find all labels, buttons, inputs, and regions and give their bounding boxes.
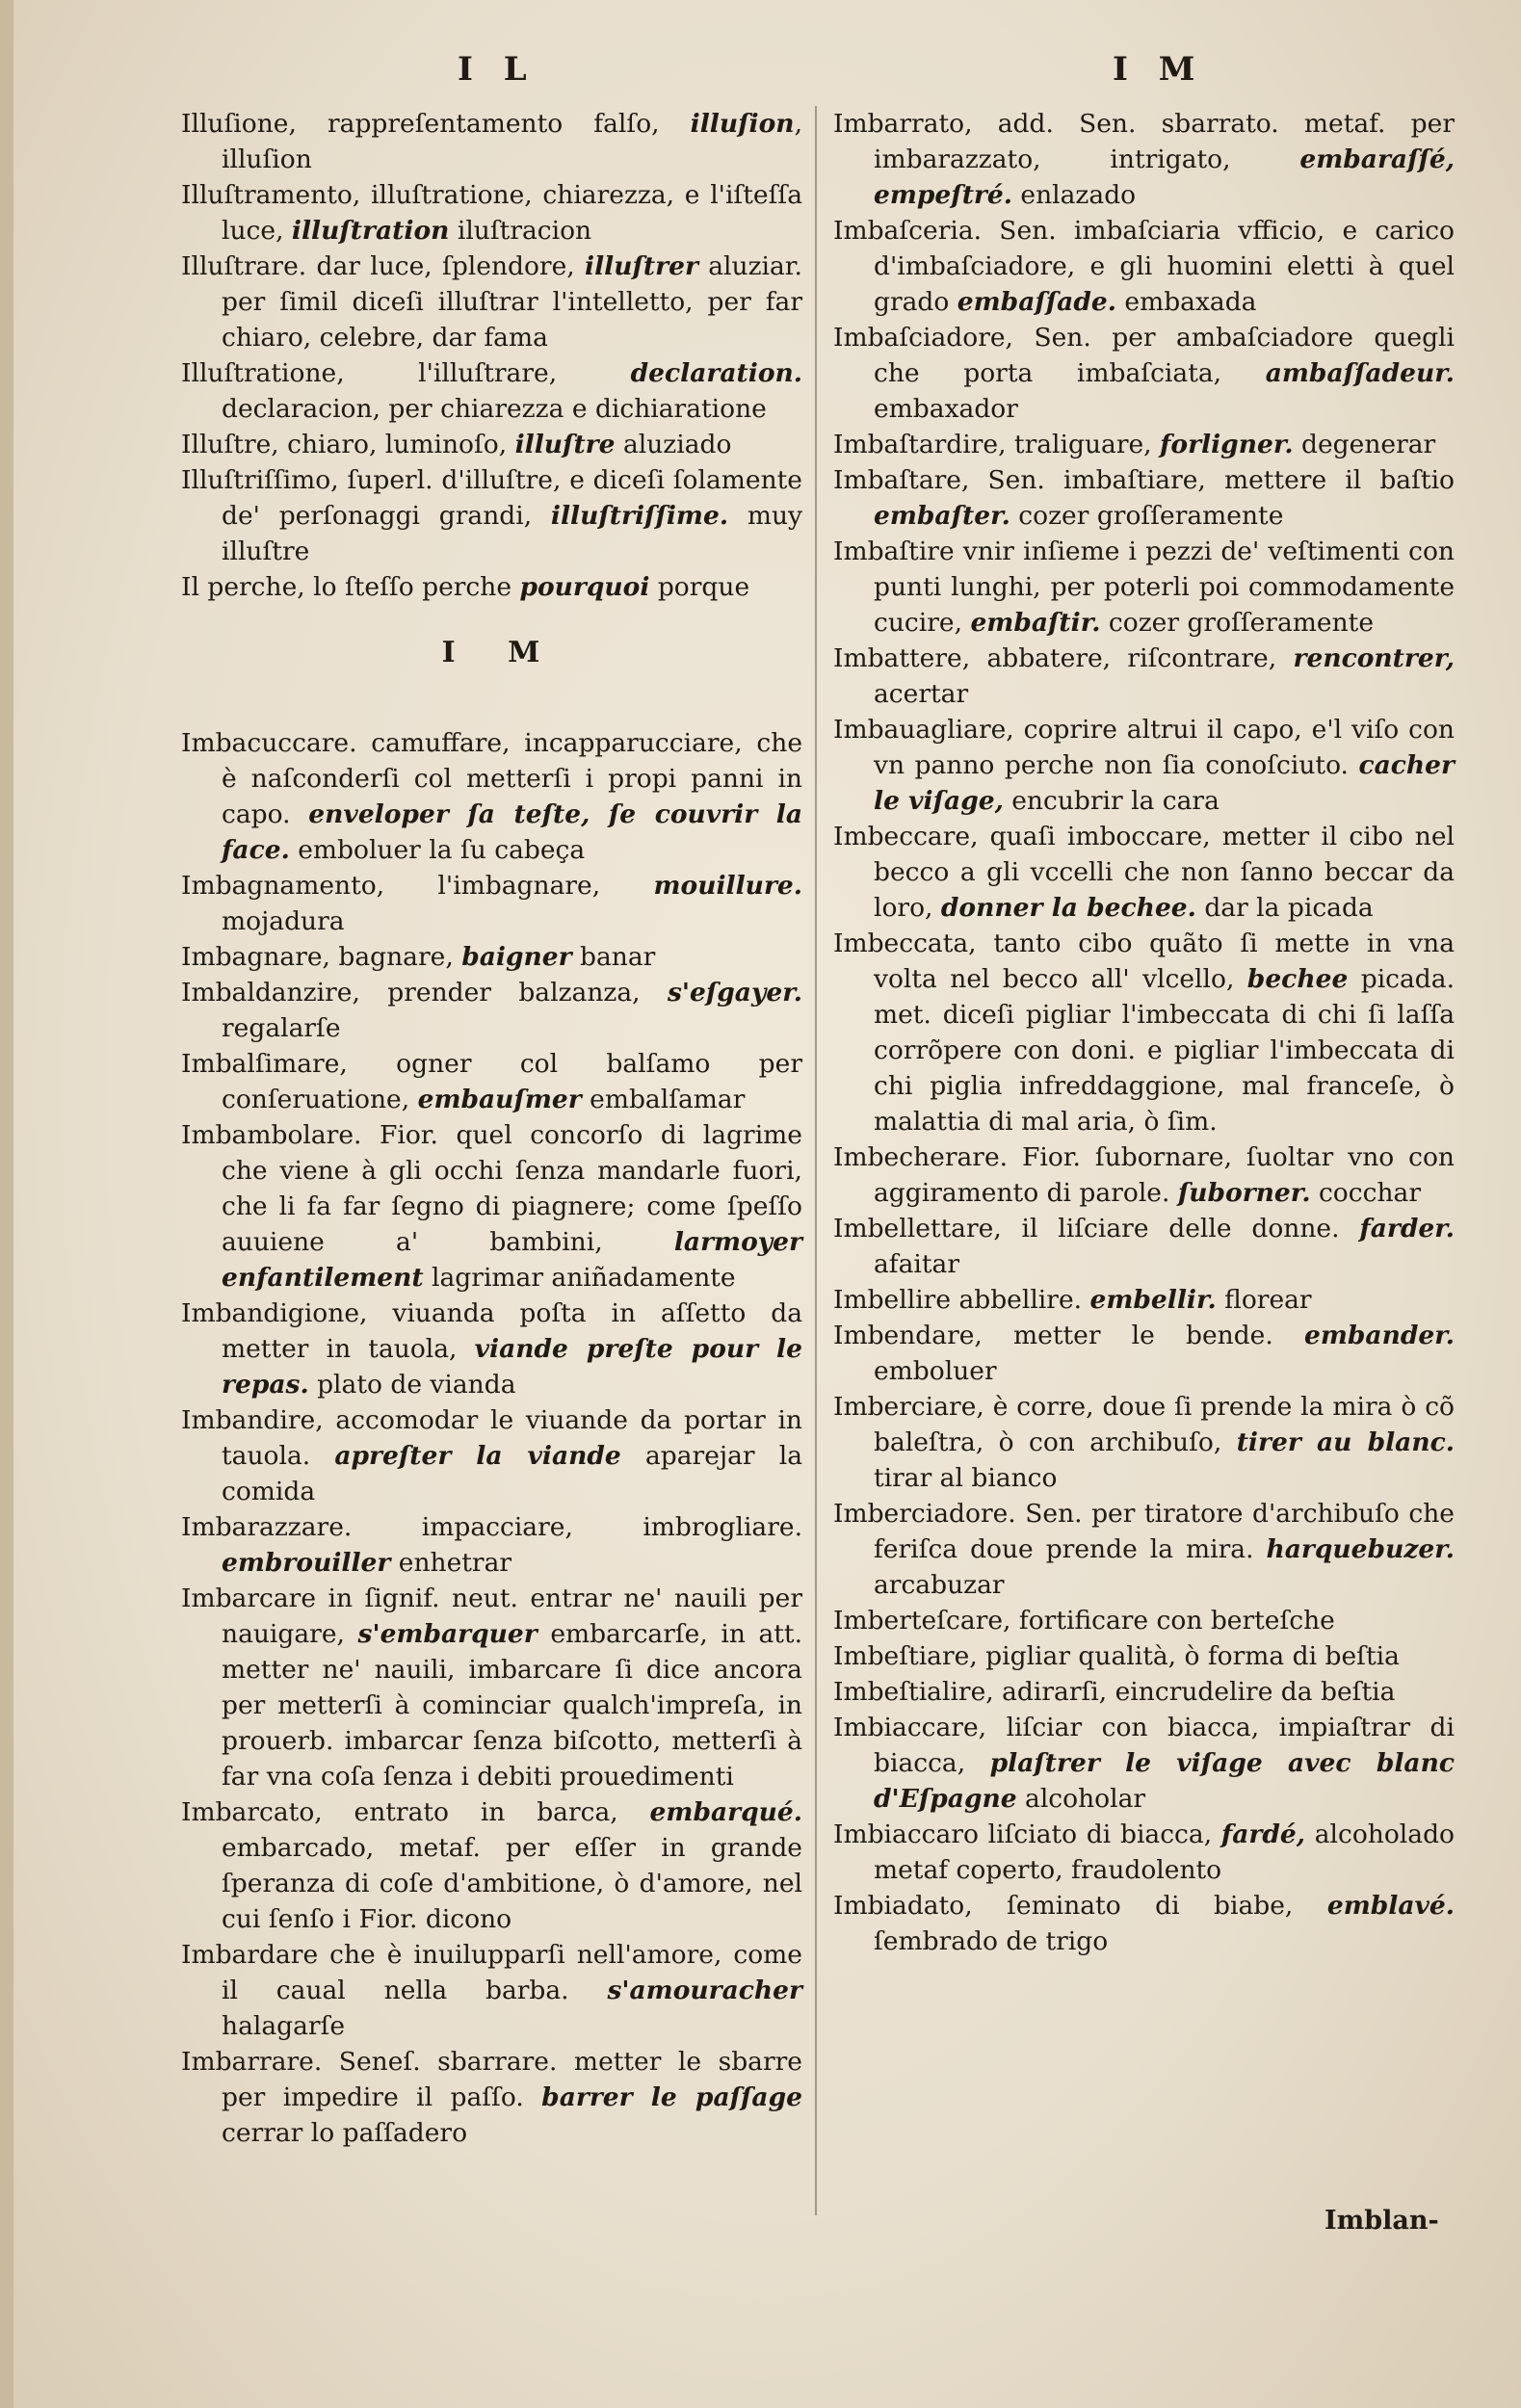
dictionary-entry (181, 1117, 802, 1296)
entry-text: Imbarcato, entrato in barca, (181, 1797, 650, 1827)
entry-text: afaitar (874, 1249, 959, 1279)
french-spanish-gloss: embarqué. (649, 1797, 802, 1827)
french-spanish-gloss: harquebuzer. (1266, 1534, 1455, 1564)
dictionary-entry (833, 712, 1455, 819)
french-spanish-gloss: embaraſſé, empeſtré. (874, 144, 1455, 210)
dictionary-entry (181, 2044, 802, 2151)
entry-text: lagrimar aniñadamente (423, 1263, 736, 1293)
dictionary-entry (181, 1794, 802, 1937)
french-spanish-gloss: farder. (1359, 1214, 1455, 1243)
entry-text: regalarſe (222, 1013, 341, 1043)
dictionary-entry (833, 1496, 1455, 1603)
dictionary-entry (833, 1603, 1455, 1638)
dictionary-entry (181, 725, 802, 868)
entry-text: embarcado, metaf. per eſſer in grande ſperanza di coſe d'ambitione, ò d'amore, nel cui ſenſo i Fior. dicono (222, 1833, 802, 1934)
french-spanish-gloss: ſuborner. (1177, 1178, 1311, 1208)
entry-text: banar (571, 942, 656, 972)
french-spanish-gloss: tirer au blanc. (1236, 1427, 1455, 1457)
french-spanish-gloss: cacher le viſage, (874, 750, 1455, 816)
dictionary-entry (833, 926, 1455, 1139)
entry-text: encubrir la cara (1003, 786, 1219, 816)
entry-text: Imbandigione, viuanda poſta in aſſetto da metter in tauola, (181, 1298, 802, 1364)
entry-text: Imbiaccaro liſciato di biacca, (833, 1819, 1221, 1849)
entry-text: enlazado (1011, 180, 1137, 210)
entry-text: iluſtracion (449, 216, 592, 246)
entry-text: acertar (874, 679, 969, 709)
entry-text: florear (1216, 1285, 1312, 1315)
dictionary-entry (181, 1046, 802, 1117)
dictionary-entry (181, 1509, 802, 1581)
entry-text: Imbeſtialire, adirarſi, eincrudelire da beſtia (833, 1677, 1396, 1707)
dictionary-entry (181, 427, 802, 462)
entry-text: mojadura (222, 906, 345, 936)
dictionary-entry (833, 1638, 1455, 1674)
entry-text: cerrar lo paſſadero (222, 2118, 468, 2148)
entry-text: muy illuſtre (222, 501, 802, 566)
french-spanish-gloss: larmoyer enfantilement (222, 1227, 802, 1293)
french-spanish-gloss: illuſtration (291, 216, 450, 246)
french-spanish-gloss: forligner. (1160, 430, 1294, 459)
french-spanish-gloss: apreſter la viande (334, 1441, 621, 1471)
dictionary-entry (181, 355, 802, 427)
dictionary-entry (181, 939, 802, 975)
entry-text: Illuſtramento, illuſtratione, chiarezza, e l'iſteſſa luce, (181, 180, 802, 246)
french-spanish-gloss: embauſmer (417, 1085, 582, 1114)
entry-text: Illuſtriſſimo, ſuperl. d'illuſtre, e diceſi ſolamente de' perſonaggi grandi, (181, 465, 802, 531)
entry-text: porque (649, 572, 750, 602)
dictionary-entry (833, 462, 1455, 534)
entry-text: emboluer la ſu cabeça (289, 835, 586, 865)
column-divider (815, 106, 817, 2215)
french-spanish-gloss: embaſſade. (957, 287, 1116, 317)
entry-text: Imbiaccare, liſciar con biacca, impiaſtrar di biacca, (833, 1713, 1455, 1778)
entry-text: Imbandire, accomodar le viuande da portar in tauola. (181, 1405, 802, 1471)
entry-text: Imbagnamento, l'imbagnare, (181, 871, 654, 901)
french-spanish-gloss: embander. (1303, 1321, 1455, 1350)
entry-text: ſembrado de trigo (874, 1926, 1109, 1956)
entry-text: plato de vianda (308, 1370, 516, 1400)
dictionary-entry (833, 534, 1455, 641)
dictionary-entry (833, 1888, 1455, 1959)
french-spanish-gloss: embellir. (1089, 1285, 1217, 1315)
french-spanish-gloss: ambaſſadeur. (1265, 358, 1455, 388)
dictionary-entry (181, 249, 802, 355)
french-spanish-gloss: illuſtrer (585, 251, 698, 281)
entry-text: Imbaſtare, Sen. imbaſtiare, mettere il baſtio (833, 465, 1455, 495)
entry-text: Imbardare che è inuilupparſi nell'amore, come il caual nella barba. (181, 1940, 802, 2005)
dictionary-entry (833, 320, 1455, 427)
entry-text: , illuſion (222, 109, 802, 174)
entry-text: Imbattere, abbatere, riſcontrare, (833, 643, 1294, 673)
dictionary-entry (833, 1318, 1455, 1389)
entry-text: Imbarrare. Seneſ. sbarrare. metter le sbarre per impedire il paſſo. (181, 2047, 802, 2112)
dictionary-entry (181, 975, 802, 1046)
entry-text: degenerar (1293, 430, 1436, 459)
left-column (181, 106, 802, 2151)
french-spanish-gloss: s'amouracher (607, 1976, 802, 2005)
french-spanish-gloss: pourquoi (519, 572, 650, 602)
entry-text: emboluer (874, 1356, 997, 1386)
dictionary-entry (833, 213, 1455, 320)
right-column (833, 106, 1455, 1959)
entry-text: dar la picada (1195, 893, 1374, 923)
entry-text: Imberciare, è corre, doue ſi prende la mira ò cõ baleſtra, ò con archibuſo, (833, 1392, 1455, 1457)
dictionary-entry (181, 177, 802, 249)
page-edge-left (0, 0, 13, 2408)
dictionary-entry (833, 1211, 1455, 1282)
dictionary-entry (833, 1817, 1455, 1888)
entry-text: Imbaſceria. Sen. imbaſciaria vfficio, e carico d'imbaſciadore, e gli huomini eletti à quel grado (833, 216, 1455, 317)
entry-text: Imbarazzare. impacciare, imbrogliare. (181, 1512, 802, 1542)
dictionary-entry (833, 1674, 1455, 1710)
dictionary-entry (181, 1402, 802, 1509)
french-spanish-gloss: rencontrer, (1293, 643, 1455, 673)
entry-text: Imbalſimare, ogner col balſamo per conſeruatione, (181, 1049, 802, 1114)
entry-text: alcoholar (1016, 1784, 1146, 1814)
french-spanish-gloss: plaſtrer le viſage avec blanc d'Eſpagne (874, 1748, 1455, 1814)
dictionary-entry (181, 1937, 802, 2044)
entry-text: declaracion, per chiarezza e dichiaratione (222, 394, 767, 424)
french-spanish-gloss: baigner (461, 942, 572, 972)
entry-text: Imbiadato, ſeminato di biabe, (833, 1891, 1327, 1921)
dictionary-entry (833, 1139, 1455, 1211)
left-top-entries (181, 106, 802, 605)
entry-text: Illuſione, rappreſentamento falſo, (181, 109, 691, 139)
entry-text: Imbaſtardire, traliguare, (833, 430, 1161, 459)
dictionary-entry (833, 106, 1455, 213)
dictionary-entry (833, 1710, 1455, 1817)
entry-text: embaxador (874, 394, 1018, 424)
entry-text: Imbarcare in ſignif. neut. entrar ne' nauili per nauigare, (181, 1584, 802, 1649)
entry-text: Imbendare, metter le bende. (833, 1321, 1304, 1350)
french-spanish-gloss: embaſter. (874, 501, 1010, 531)
entry-text: Imbellettare, il liſciare delle donne. (833, 1214, 1360, 1243)
entry-text: tirar al bianco (874, 1463, 1058, 1493)
dictionary-entry (181, 462, 802, 569)
french-spanish-gloss: bechee (1246, 964, 1349, 994)
catchword: Imblan- (1324, 2206, 1439, 2236)
entry-text: Imberteſcare, fortificare con berteſche (833, 1606, 1335, 1636)
entry-text: embarcarſe, in att. metter ne' nauili, imbarcare ſi dice ancora per metterſi à cominciar qualch'impreſa, in prouerb. imbarcar ſenza biſcotto, metterſi à far vna coſa ſenza i debiti prouedimenti (222, 1619, 802, 1792)
left-main-entries (181, 725, 802, 2151)
entry-text: Imbeccare, quaſi imboccare, metter il cibo nel becco a gli vccelli che non ſanno beccar da loro, (833, 822, 1455, 923)
entry-text: Imbacuccare. camuffare, incapparucciare, che è naſconderſi col metterſi i propi panni in capo. (181, 728, 802, 829)
entry-text: Illuſtre, chiaro, luminoſo, (181, 430, 515, 459)
entry-text: aluziar. per ſimil diceſi illuſtrar l'intelletto, per far chiaro, celebre, dar fama (222, 251, 802, 353)
entry-text: Imbellire abbellire. (833, 1285, 1090, 1315)
entry-text: aluziado (615, 430, 732, 459)
french-spanish-gloss: illuſtriſſime. (550, 501, 729, 531)
entry-text: halagarſe (222, 2011, 346, 2041)
dictionary-entry (833, 1389, 1455, 1496)
entry-text: cozer groſſeramente (1100, 608, 1375, 638)
entry-text: Imbagnare, bagnare, (181, 942, 462, 972)
french-spanish-gloss: illuſtre (514, 430, 616, 459)
french-spanish-gloss: viande preſte pour le repas. (222, 1334, 802, 1400)
french-spanish-gloss: embaſtir. (970, 608, 1101, 638)
entry-text: arcabuzar (874, 1570, 1005, 1600)
french-spanish-gloss: fardé, (1220, 1819, 1305, 1849)
dictionary-entry (833, 1282, 1455, 1318)
dictionary-entry (181, 106, 802, 177)
right-entries (833, 106, 1455, 1959)
entry-text: Imbecherare. Fior. ſubornare, ſuoltar vno con aggiramento di parole. (833, 1142, 1455, 1208)
french-spanish-gloss: s'embarquer (357, 1619, 538, 1649)
entry-text: Imbaſtire vnir inſieme i pezzi de' veſtimenti con punti lunghi, per poterli poi commodamente cucire, (833, 537, 1455, 638)
entry-text: Il perche, lo ſteſſo perche (181, 572, 520, 602)
section-title: I M (441, 636, 562, 669)
french-spanish-gloss: s'eſgayer. (667, 978, 802, 1008)
dictionary-entry (181, 1581, 802, 1794)
french-spanish-gloss: declaration. (630, 358, 802, 388)
dictionary-entry (181, 868, 802, 939)
dictionary-entry (181, 569, 802, 605)
dictionary-entry (833, 641, 1455, 712)
entry-text: Illuſtratione, l'illuſtrare, (181, 358, 631, 388)
entry-text: Imbambolare. Fior. quel concorſo di lagrime che viene à gli occhi ſenza mandarle fuori, che li fa far ſegno di piagnere; come ſpeſſo auuiene a' bambini, (181, 1120, 802, 1257)
entry-text: Imbarrato, add. Sen. sbarrato. metaf. per imbarazzato, intrigato, (833, 109, 1455, 174)
french-spanish-gloss: enveloper ſa teſte, ſe couvrir la face. (222, 799, 802, 865)
entry-text: aparejar la comida (222, 1441, 803, 1506)
entry-text: Imberciadore. Sen. per tiratore d'archibuſo che feriſca doue prende la mira. (833, 1499, 1455, 1564)
dictionary-entry (833, 427, 1455, 462)
entry-text: Illuſtrare. dar luce, ſplendore, (181, 251, 586, 281)
french-spanish-gloss: emblavé. (1326, 1891, 1455, 1921)
entry-text: enhetrar (390, 1548, 512, 1578)
entry-text: alcoholado metaf coperto, fraudolento (874, 1819, 1455, 1885)
dictionary-entry (833, 819, 1455, 926)
french-spanish-gloss: mouillure. (653, 871, 802, 901)
dictionary-entry (181, 1296, 802, 1402)
french-spanish-gloss: embrouiller (222, 1548, 391, 1578)
french-spanish-gloss: illuſion (690, 109, 795, 139)
running-header-left: I L (458, 50, 537, 89)
entry-text: cozer groſſeramente (1010, 501, 1284, 531)
entry-text: embaxada (1115, 287, 1257, 317)
entry-text: Imbeccata, tanto cibo quãto ſi mette in vna volta nel becco all' vlcello, (833, 929, 1455, 994)
entry-text: cocchar (1310, 1178, 1421, 1208)
running-header-right: I M (1113, 50, 1205, 89)
entry-text: Imbauagliare, coprire altrui il capo, e'l viſo con vn panno perche non ſia conoſciuto. (833, 715, 1455, 780)
entry-text: Imbeſtiare, pigliar qualità, ò forma di beſtia (833, 1641, 1400, 1671)
entry-text: Imbaſciadore, Sen. per ambaſciadore quegli che porta imbaſciata, (833, 323, 1455, 388)
french-spanish-gloss: barrer le paſſage (541, 2082, 802, 2112)
entry-text: embalſamar (581, 1085, 746, 1114)
french-spanish-gloss: donner la bechee. (940, 893, 1196, 923)
entry-text: Imbaldanzire, prender balzanza, (181, 978, 668, 1008)
entry-text: picada. met. diceſi pigliar l'imbeccata di chi ſi laſſa corrõpere con doni. e pigliar l'imbeccata di chi piglia infreddaggione, mal franceſe, ò malattia di mal aria, ò ſim. (874, 964, 1455, 1137)
